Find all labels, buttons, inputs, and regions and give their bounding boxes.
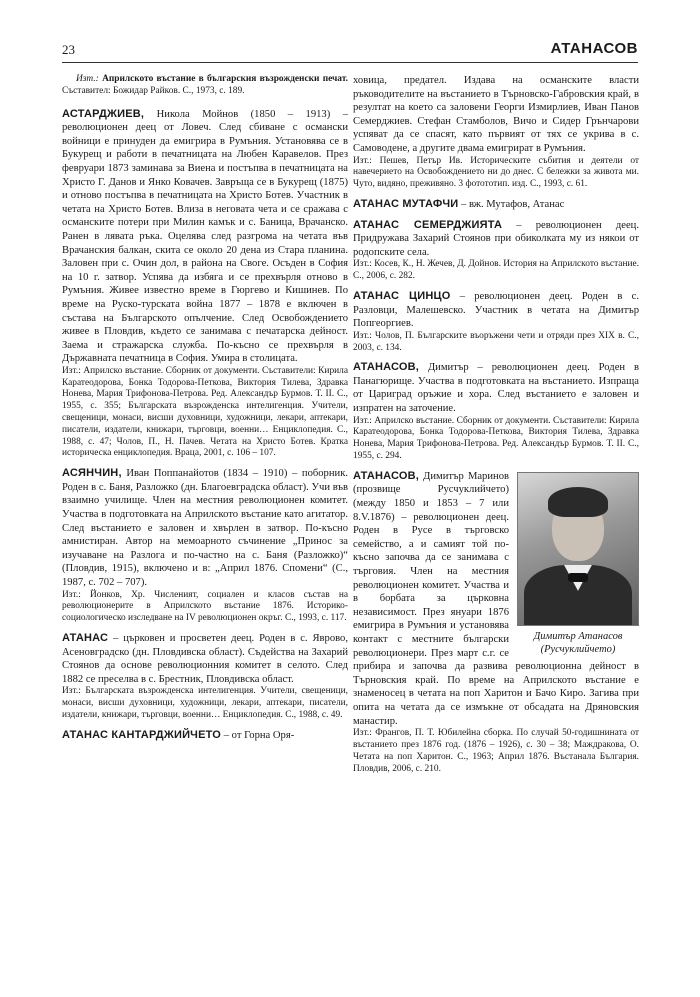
entry-astardzhiev: АСТАРДЖИЕВ, Никола Мойнов (1850 – 1913) – революционен деец от Ловеч. След сбиване с османски войници е принуден да емигрира в Румъния. Установява се в Букурещ и работи в печатницата на Любен Каравелов. През февруари 1873 заминава за Виена и постъпва в печатницата на Христо Г. Данов и Янко Ковачев. Завръща се в Букурещ (1875) и отново постъпва в печатницата на Христо Ботев. Участник в четата на Христо Ботев. Влиза в неговата чета и се сражава с османските потери при Милин камък и с. Баница, Врачанско. Ранен в лявата ръка. Оцелява след разгрома на четата във Врачанския балкан, скита се около 20 дена из Стара планина. Заловен при с. Очин дол, в района на Своге. Осъден в София на 10 г. затвор. Успява да избяга и се прехвърля отново в Румъния. Живее известно време в Гюргево и Кишинев. По време на Руско-турската война 1877 – 1878 е включен в състава на Българското опълчение. След Освобождението живее в Пловдив, където се занимава с печатарска дейност. Заема и стражарска служба. По-късно се прехвърля в Държавната печатница в София. Умира в столицата. Изт.: Априлско въстание. Сборник от документи. Съставители: Кирила Каратеодорова, Бонка Тодорова-Петкова, Виктория Тилева, Здравка Нонева, Мария Трифонова-Петрова. Ред. Александър Бурмов. Т. II. С., 1955, с. 355; Българската възрожденска интелигенция. Учители, свещеници, монаси, висши духовници, художници, лекари, аптекари, писатели, издатели, книжари, търговци, военни… Енциклопедия. С., 1988, с. 47; Чолов, П., Н. Пачев. Четата на Христо Ботев. Кратка историческа енциклопедия. Враца, 2001, с. 106 – 107.	[62, 107, 348, 459]
headword: АТАНАС СЕМЕРДЖИЯТА	[353, 218, 503, 231]
headword: АТАНАС КАНТАРДЖИЙЧЕТО	[62, 728, 222, 741]
source-note: Изт.: Априлско въстание. Сборник от документи. Съставители: Кирила Каратеодорова, Бонка Тодорова-Петкова, Виктория Тилева, Здравка Нонева, Мария Трифонова-Петрова. Ред. Александър Бурмов. Т. II. С., 1955, с. 355; Българската възрожденска интелигенция. Учители, свещеници, монаси, висши духовници, художници, лекари, аптекари, писатели, издатели, книжари, търговци, военни… Енциклопедия. С., 1988, с. 47; Чолов, П., Н. Пачев. Четата на Христо Ботев. Кратка историческа енциклопедия. Враца, 2001, с. 106 – 107.	[62, 365, 348, 459]
entry-atanas: АТАНАС – църковен и просветен деец. Роден в с. Яврово, Асеновградско (дн. Пловдивска област). Съдейства на Захарий Стоянов да основе революционния комитет в селото. След 1882 се преселва в с. Брестник, Пловдивска област. Изт.: Българската възрожденска интелигенция. Учители, свещеници, монаси, висши духовници, художници, лекари, аптекари, писатели, издатели, книжари, търговци, военни… Енциклопедия. С., 1988, с. 49.	[62, 631, 348, 720]
source-note: Изт.: Пешев, Петър Ив. Историческите събития и деятели от навечерието на Освобождението ни до днес. С бележки за живота ми. Чуто, видяно, преживяно. 3 фотототип. изд. С., 1993, с. 61.	[353, 155, 639, 190]
entry-atanas-kantardzhiycheto: АТАНАС КАНТАРДЖИЙЧЕТО – от Горна Оря-	[62, 728, 295, 741]
running-head: АТАНАСОВ	[550, 40, 638, 57]
headword: АСТАРДЖИЕВ,	[62, 107, 145, 120]
header-rule	[62, 62, 638, 63]
right-column	[353, 74, 639, 782]
source-note: Изт.: Априлско въстание. Сборник от документи. Съставители: Кирила Каратеодорова, Бонка Тодорова-Петкова, Виктория Тилева, Здравка Нонева, Мария Трифонова-Петрова. Ред. Александър Бурмов. Т. II. С., 1955, с. 294.	[353, 415, 639, 462]
headword: АТАНАС ЦИНЦО	[353, 289, 451, 302]
headword: АСЯНЧИН,	[62, 467, 122, 480]
entry-asyanchin: АСЯНЧИН, Иван Поппанайотов (1834 – 1910) – поборник. Роден в с. Баня, Разложко (дн. Благоевградска област). Учи във взаимно училище. Член на местния революционен комитет. Участва в подготовката на Априлското въстание като агитатор. След въстанието е заловен и хвърлен в затвор. По-късно амнистиран. Автор на мемоарното съчинение „Принос за изучаване на Разлога и по-частно на с. Баня (Разложко)“ (Пловдив, 1915), включено и в: „Април 1876. Спомени“ (С., 1987, с. 702 – 707). Изт.: Йонков, Хр. Численият, социален и класов състав на революционерите в Априлското въстание 1876. Историко-социологическо изследване на IV революционен окръг. С., 1993, с. 117.	[62, 467, 348, 624]
page-number: 23	[62, 42, 75, 57]
source-note: Изт.: Априлското въстание в българския възрожденски печат. Съставител: Божидар Райков. С., 1973, с. 189.	[62, 74, 348, 96]
headword: АТАНАСОВ,	[353, 469, 420, 482]
headword: АТАНАС	[62, 631, 109, 644]
portrait-figure	[517, 472, 639, 656]
left-column	[62, 74, 348, 749]
source-note: Изт.: Франгов, П. Т. Юбилейна сборка. По случай 50-годишнината от въстанието през 1876 год. (1876 – 1926), с. 30 – 38; Маждракова, О. Четата на поп Харитон. С., 1963; Април 1876. Въстанала България. Пловдив, 2006, с. 210.	[353, 728, 639, 774]
source-note: Изт.: Косев, К., Н. Жечев, Д. Дойнов. История на Априлското въстание. С., 2006, с. 282.	[353, 259, 639, 282]
headword: АТАНАСОВ,	[353, 361, 420, 374]
headword: АТАНАС МУТАФЧИ	[353, 197, 459, 210]
source-note: Изт.: Йонков, Хр. Численият, социален и класов състав на революционерите в Априлското въстание 1876. Историко-социологическо изследване на IV революционен окръг. С., 1993, с. 117.	[62, 589, 348, 624]
entry-atanas-mutafchi: АТАНАС МУТАФЧИ – вж. Мутафов, Атанас	[353, 197, 565, 210]
entry-atanasov-dimitar-marinov: Димитър Атанасов (Русчуклийчето) АТАНАСОВ, Димитър Маринов (прозвище Русчуклийчето) (между 1850 и 1853 – 7 или 8.V.1876) – революционен деец. Роден в Русе в търговско семейство, а и самият той по-късно започва да се занимава с търговия. Член на местния революционен комитет. Участва и в борбата за църковна независимост. През януари 1876 емигрира в Румъния и установява контакт с местните български революционери. През март с.г. се прибира и започва да развива революционна дейност в Търновския край. По време на Априлското въстание е знаменосец в четата на поп Харитон и Бачо Киро. Загива при опита на четата да се измъкне от обсадата на Дряновския манастир. Изт.: Франгов, П. Т. Юбилейна сборка. По случай 50-годишнината от въстанието през 1876 год. (1876 – 1926), с. 30 – 38; Маждракова, О. Четата на поп Харитон. С., 1963; Април 1876. Въстанала България. Пловдив, 2006, с. 210.	[353, 469, 639, 774]
source-note: Изт.: Българската възрожденска интелигенция. Учители, свещеници, монаси, висши духовници, художници, лекари, аптекари, писатели, издатели, книжари, търговци, военни… Енциклопедия. С., 1988, с. 49.	[62, 686, 348, 720]
entry-atanasov-dimitar: АТАНАСОВ, Димитър – революционен деец. Роден в Панагюрище. Участва в подготовката на въстанието. Изпраща от Цариград оръжие и хора. След въстанието е заловен и изпратен на заточение. Изт.: Априлско въстание. Сборник от документи. Съставители: Кирила Каратеодорова, Бонка Тодорова-Петкова, Виктория Тилева, Здравка Нонева, Мария Трифонова-Петрова. Ред. Александър Бурмов. Т. II. С., 1955, с. 294.	[353, 361, 639, 462]
entry-atanas-semerdzhiyata: АТАНАС СЕМЕРДЖИЯТА – революционен деец. Придружава Захарий Стоянов при обиколката му из някои от родопските села. Изт.: Косев, К., Н. Жечев, Д. Дойнов. История на Априлското въстание. С., 2006, с. 282.	[353, 218, 639, 282]
entry-continuation: ховица, предател. Издава на османските власти ръководителите на въстанието в Търновско-Габровския край, в резултат на което са заловени Георги Измирлиев, Иван Панов Семерджиев. Стефан Стамболов, Вичо и Сидер Грънчарови успяват да се спасят, като първият от тях се укрива в с. Самоводене, а другите двама емигрират в Румъния. Изт.: Пешев, Петър Ив. Историческите събития и деятели от навечерието на Освобождението ни до днес. С бележки за живота ми. Чуто, видяно, преживяно. 3 фотототип. изд. С., 1993, с. 61.	[353, 75, 639, 190]
photo-caption: Димитър Атанасов (Русчуклийчето)	[533, 630, 623, 655]
entry-atanas-tsintso: АТАНАС ЦИНЦО – революционен деец. Роден в с. Разловци, Малешевско. Участник в четата на Димитър Попгеоргиев. Изт.: Чолов, П. Българските въоръжени чети и отряди през XIX в. С., 2003, с. 134.	[353, 289, 639, 353]
source-note: Изт.: Чолов, П. Българските въоръжени чети и отряди през XIX в. С., 2003, с. 134.	[353, 330, 639, 353]
portrait-photo	[517, 472, 639, 626]
